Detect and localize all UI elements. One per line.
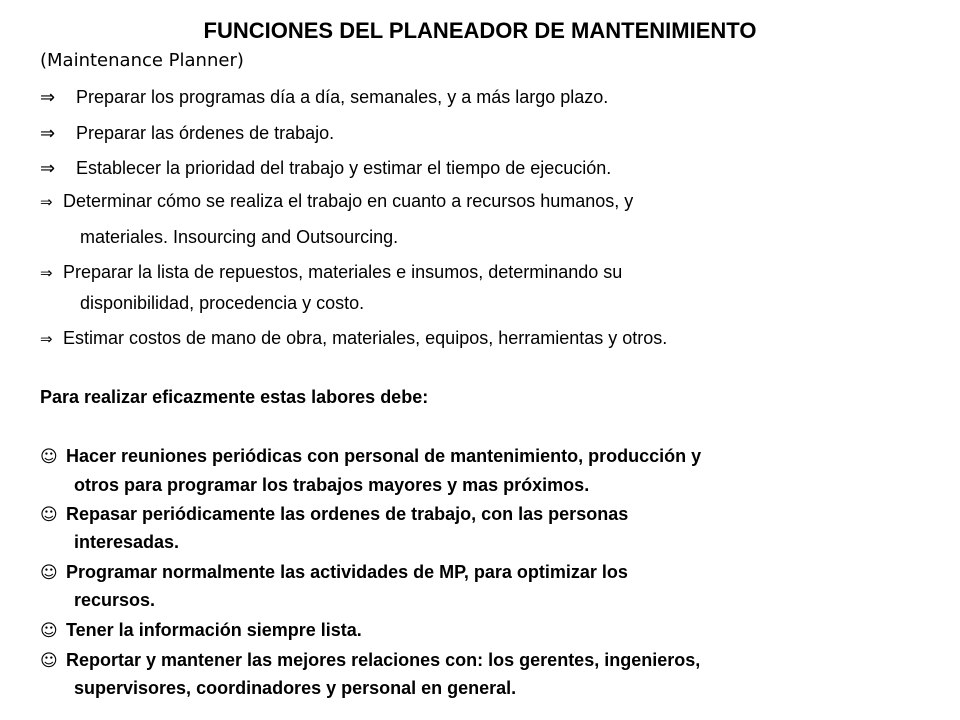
- double-arrow-icon: ⇒: [40, 193, 53, 211]
- function-item-6: [40, 326, 667, 351]
- task-item-2-continued: interesadas.: [74, 532, 180, 552]
- double-arrow-icon: ⇒: [40, 330, 53, 348]
- function-item-5: [40, 260, 622, 285]
- smiley-icon: ☺: [40, 651, 58, 671]
- function-text: Determinar cómo se realiza el trabajo en cuanto a recursos humanos, y: [63, 191, 634, 211]
- function-text: Estimar costos de mano de obra, materiales, equipos, herramientas y otros.: [63, 328, 668, 348]
- function-item-2: [40, 121, 334, 146]
- task-item-4: [40, 618, 362, 643]
- function-text: Establecer la prioridad del trabajo y estimar el tiempo de ejecución.: [76, 158, 612, 178]
- double-arrow-icon: ⇒: [40, 264, 53, 282]
- task-item-1-continued: otros para programar los trabajos mayores y mas próximos.: [74, 475, 590, 495]
- function-item-5-continued: disponibilidad, procedencia y costo.: [80, 293, 365, 313]
- task-item-1: [40, 444, 701, 469]
- task-text: Repasar periódicamente las ordenes de trabajo, con las personas: [66, 504, 629, 524]
- function-text: Preparar los programas día a día, semanales, y a más largo plazo.: [76, 87, 609, 107]
- task-item-2: [40, 502, 628, 527]
- function-text: Preparar las órdenes de trabajo.: [76, 123, 335, 143]
- task-text: Programar normalmente las actividades de MP, para optimizar los: [66, 562, 628, 582]
- task-item-3-continued: recursos.: [74, 590, 156, 610]
- double-arrow-icon: ⇒: [40, 123, 56, 144]
- task-item-5-continued: supervisores, coordinadores y personal en general.: [74, 678, 517, 698]
- smiley-icon: ☺: [40, 563, 58, 583]
- task-text: Reportar y mantener las mejores relaciones con: los gerentes, ingenieros,: [66, 650, 701, 670]
- smiley-icon: ☺: [40, 505, 58, 525]
- tasks-heading: Para realizar eficazmente estas labores debe:: [40, 387, 429, 407]
- task-item-5: [40, 648, 700, 673]
- smiley-icon: ☺: [40, 447, 58, 467]
- smiley-icon: ☺: [40, 621, 58, 641]
- function-item-3: [40, 156, 611, 181]
- function-item-1: [40, 85, 608, 110]
- double-arrow-icon: ⇒: [40, 158, 56, 179]
- page-subtitle: (Maintenance Planner): [40, 50, 244, 71]
- function-text: Preparar la lista de repuestos, materiales e insumos, determinando su: [63, 262, 623, 282]
- function-item-4: [40, 189, 633, 214]
- task-item-3: [40, 560, 628, 585]
- task-text: Hacer reuniones periódicas con personal de mantenimiento, producción y: [66, 446, 702, 466]
- task-text: Tener la información siempre lista.: [66, 620, 362, 640]
- function-item-4-continued: materiales. Insourcing and Outsourcing.: [80, 227, 399, 247]
- page-title: FUNCIONES DEL PLANEADOR DE MANTENIMIENTO: [203, 18, 757, 43]
- double-arrow-icon: ⇒: [40, 87, 56, 108]
